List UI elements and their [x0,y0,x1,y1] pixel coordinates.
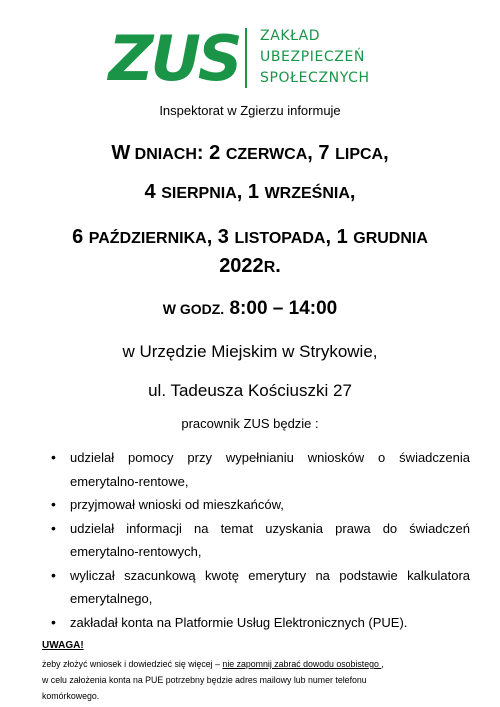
duty-item: • zakładał konta na Platformie Usług Elektronicznych (PUE). [60,611,470,635]
duty-item: • wyliczał szacunkową kwotę emerytury na podstawie kalkulatora emerytalnego, [60,564,470,611]
dates-line-3: 6 PAŹDZIERNIKA, 3 LISTOPADA, 1 GRUDNIA [72,226,428,248]
intro-text: Inspektorat w Zgierzu informuje [159,103,341,118]
duties-list [60,446,470,634]
dates-line-1: W DNIACH: 2 CZERWCA, 7 LIPCA, [111,142,389,164]
note-line-3: komórkowego. [42,691,100,701]
duty-item: • przyjmował wnioski od mieszkańców, [60,493,470,517]
staff-intro: pracownik ZUS będzie : [181,416,319,431]
logo-divider [245,28,247,88]
duty-item: • udzielał informacji na temat uzyskania prawa do świadczeń emerytalno-rentowych, [60,517,470,564]
dates-line-2: 4 SIERPNIA, 1 WRZEŚNIA, [144,181,356,203]
note-line-2: w celu założenia konta na PUE potrzebny będzie adres mailowy lub numer telefonu [42,675,367,685]
logo-wordmark [260,26,410,89]
location-address: ul. Tadeusza Kościuszki 27 [148,381,352,400]
logo-line-3: SPOŁECZNYCH [260,70,370,86]
zus-header [108,22,402,95]
dates-year: 2022R. [219,255,281,277]
location-venue: w Urzędzie Miejskim w Strykowie, [122,342,378,361]
note-title: UWAGA! [42,640,84,651]
note-line-1: żeby złożyć wniosek i dowiedzieć się więcej – nie zapomnij zabrać dowodu osobistego , [42,659,384,669]
zus-logo-icon [108,22,240,95]
opening-hours: W GODZ. 8:00 – 14:00 [162,298,338,319]
duty-item: • udzielał pomocy przy wypełnianiu wniosków o świadczenia emerytalno-rentowe, [60,446,470,493]
zus-logo-mark: ZUS [108,22,240,95]
logo-line-2: UBEZPIECZEŃ [260,49,365,65]
logo-line-1: ZAKŁAD [260,28,321,44]
